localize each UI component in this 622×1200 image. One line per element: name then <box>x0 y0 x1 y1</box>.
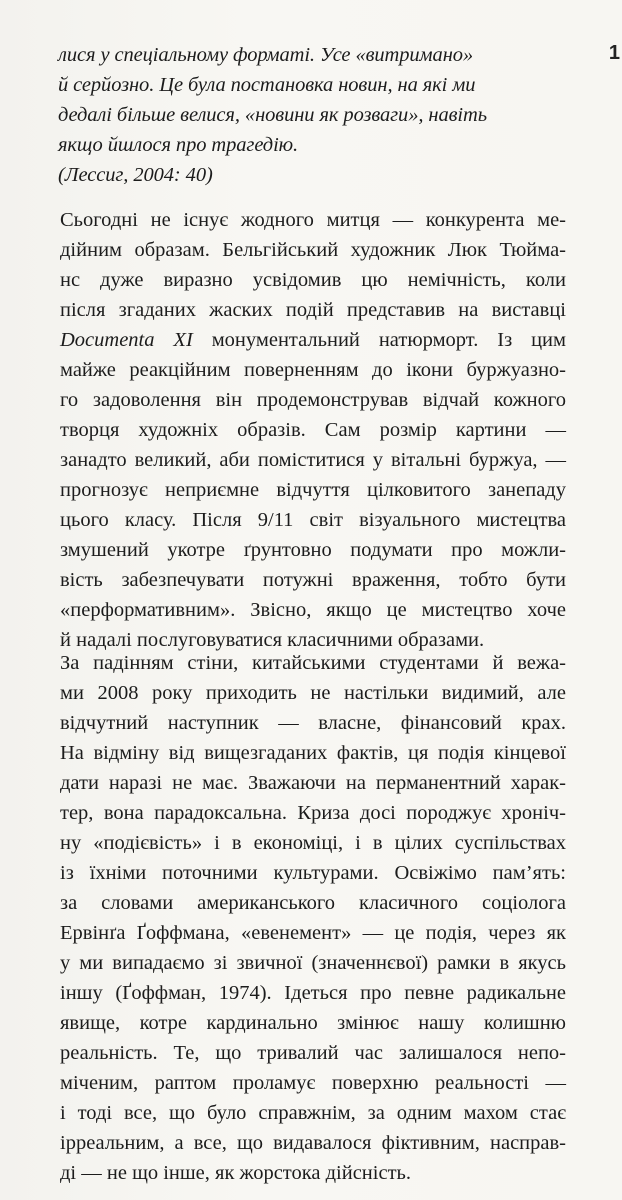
text-line: й надалі послуговуватися класичними образами. <box>60 629 485 651</box>
text-line: ірреальним, а все, що видавалося фіктивним, насправ- <box>60 1132 566 1154</box>
text-line: «перформативним». Звісно, якщо це мистецтво хоче <box>60 599 566 621</box>
text-line: за словами американського класичного соціолога <box>60 892 566 914</box>
text-line: прогнозує неприємне відчуття цілковитого занепаду <box>60 479 566 501</box>
text-line: За падінням стіни, китайськими студентами й вежа- <box>60 652 566 674</box>
text-line: ми 2008 року приходить не настільки видимий, але <box>60 682 566 704</box>
text-line: дати наразі не має. Зважаючи на перманентний харак- <box>60 772 566 794</box>
text-line: дійним образам. Бельгійський художник Люк Тюйма- <box>60 239 566 261</box>
text-line: ді — не що інше, як жорстока дійсність. <box>60 1162 412 1184</box>
quote-line: дедалі більше велися, «новини як розваги», навіть <box>58 104 487 126</box>
text-line: нс дуже виразно усвідомив цю немічність, коли <box>60 269 566 291</box>
text-line: після згаданих жаских подій представив на виставці <box>60 299 566 321</box>
text-fragment: монументальний натюрморт. Із цим <box>211 329 566 351</box>
text-line: тер, вона парадоксальна. Криза досі породжує хроніч- <box>60 802 566 824</box>
text-line: реальність. Те, що тривалий час залишалося непо- <box>60 1042 566 1064</box>
text-line: На відміну від вищезгаданих фактів, ця подія кінцевої <box>60 742 566 764</box>
text-line: і тоді все, що було справжнім, за одним махом стає <box>60 1102 566 1124</box>
text-line: цього класу. Після 9/11 світ візуального мистецтва <box>60 509 566 531</box>
text-line: із їхніми поточними культурами. Освіжімо пам’ять: <box>60 862 566 884</box>
text-line: іншу (Ґоффман, 1974). Ідеться про певне радикальне <box>60 982 566 1004</box>
text-line: майже реакційним поверненням до ікони буржуазно- <box>60 359 566 381</box>
text-line: у ми випадаємо зі звичної (значеннєвої) рамки в якусь <box>60 952 566 974</box>
text-line: ну «подієвість» і в економіці, і в цілих суспільствах <box>60 832 566 854</box>
quote-line: лися у спеціальному форматі. Усе «витримано» <box>58 44 474 66</box>
text-line: го задоволення він продемонстрував відчай кожного <box>60 389 566 411</box>
text-line: змушений укотре ґрунтовно подумати про можли- <box>60 539 566 561</box>
text-line: Сьогодні не існує жодного митця — конкурента ме- <box>60 209 566 231</box>
text-line: міченим, раптом проламує поверхню реальності — <box>60 1072 566 1094</box>
text-line: занадто великий, аби поміститися у вітальні буржуа, — <box>60 449 566 471</box>
text-line: вість забезпечувати потужні враження, тобто бути <box>60 569 566 591</box>
text-line: Ервінґа Ґоффмана, «евенемент» — це подія, через як <box>60 922 566 944</box>
block-quote <box>58 40 558 190</box>
quote-line: й серйозно. Це була постановка новин, на які ми <box>58 74 476 96</box>
quote-citation: (Лессиг, 2004: 40) <box>58 164 213 186</box>
text-line-with-title <box>60 325 566 355</box>
text-line: творця художніх образів. Сам розмір картини — <box>60 419 566 441</box>
exhibition-title: Documenta XI <box>60 329 193 351</box>
paragraph-2 <box>60 648 566 1188</box>
page-number: 1 <box>608 42 620 64</box>
text-line: відчутний наступник — власне, фінансовий крах. <box>60 712 566 734</box>
quote-line: якщо йшлося про трагедію. <box>58 134 299 156</box>
text-line: явище, котре кардинально змінює нашу колишню <box>60 1012 566 1034</box>
paragraph-1 <box>60 205 566 655</box>
